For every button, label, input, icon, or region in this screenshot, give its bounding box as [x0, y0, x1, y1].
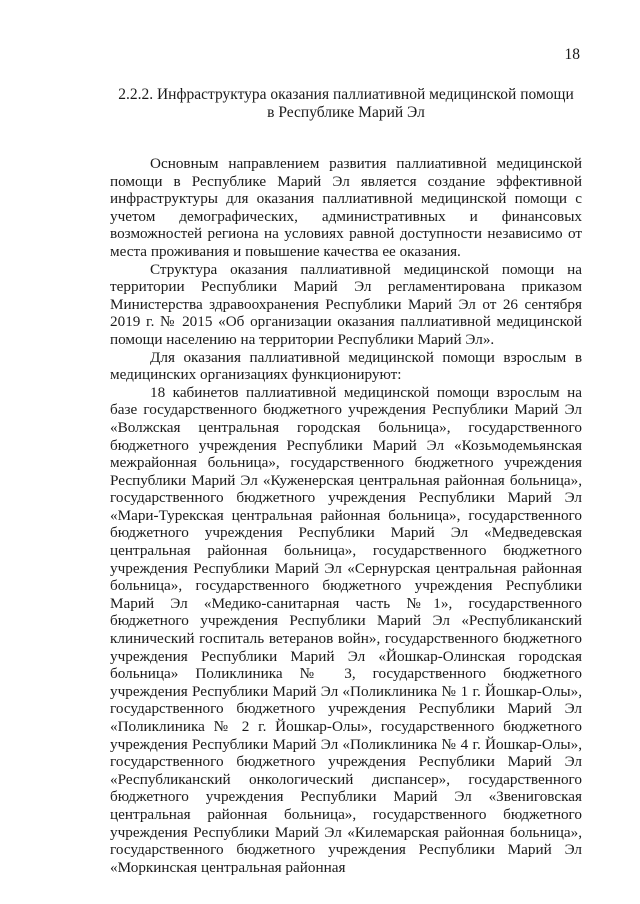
page-number: 18	[564, 46, 580, 63]
paragraph-cabinets-list: 18 кабинетов паллиативной медицинской помощи взрослым на базе государственного бюджетного учреждения Республики Марий Эл «Волжская центральная городская больница», государственного бюджетного учреждения Республики Марий Эл «Козьмодемьянская межрайонная больница», государственного бюджетного учреждения Республики Марий Эл «Куженерская центральная районная больница», государственного бюджетного учреждения Республики Марий Эл «Мари-Турекская центральная районная больница», государственного бюджетного учреждения Республики Марий Эл «Медведевская центральная районная больница», государственного бюджетного учреждения Республики Марий Эл «Сернурская центральная районная больница», государственного бюджетного учреждения Республики Марий Эл «Медико-санитарная часть №1», государственного бюджетного учреждения Республики Марий Эл «Республиканский клинический госпиталь ветеранов войн», государственного бюджетного учреждения Республики Марий Эл «Йошкар-Олинская городская больница» Поликлиника № 3, государственного бюджетного учреждения Республики Марий Эл «Поликлиника № 1 г. Йошкар-Олы», государственного бюджетного учреждения Республики Марий Эл «Поликлиника № 2 г. Йошкар-Олы», государственного бюджетного учреждения Республики Марий Эл «Поликлиника № 4 г. Йошкар-Олы», государственного бюджетного учреждения Республики Марий Эл «Республиканский онкологический диспансер», государственного бюджетного учреждения Республики Марий Эл «Звениговская центральная районная больница», государственного бюджетного учреждения Республики Марий Эл «Килемарская районная больница», государственного бюджетного учреждения Республики Марий Эл «Моркинская центральная районная	[110, 383, 582, 876]
paragraph-adult-care-intro: Для оказания паллиативной медицинской помощи взрослым в медицинских организациях функционируют:	[110, 348, 582, 384]
paragraph-structure: Структура оказания паллиативной медицинской помощи на территории Республики Марий Эл регламентирована приказом Министерства здравоохранения Республики Марий Эл от 26 сентября 2019 г. № 2015 «Об организации оказания паллиативной медицинской помощи населению на территории Республики Марий Эл».	[110, 260, 582, 348]
body-text	[110, 155, 582, 876]
section-heading-line-1: 2.2.2. Инфраструктура оказания паллиативной медицинской помощи	[118, 86, 574, 103]
section-heading	[110, 86, 582, 122]
section-heading-line-2: в Республике Марий Эл	[267, 104, 425, 121]
paragraph-main-direction: Основным направлением развития паллиативной медицинской помощи в Республике Марий Эл является создание эффективной инфраструктуры для оказания паллиативной медицинской помощи с учетом демографических, административных и финансовых возможностей региона на условиях равной доступности независимо от места проживания и повышение качества ее оказания.	[110, 155, 582, 260]
